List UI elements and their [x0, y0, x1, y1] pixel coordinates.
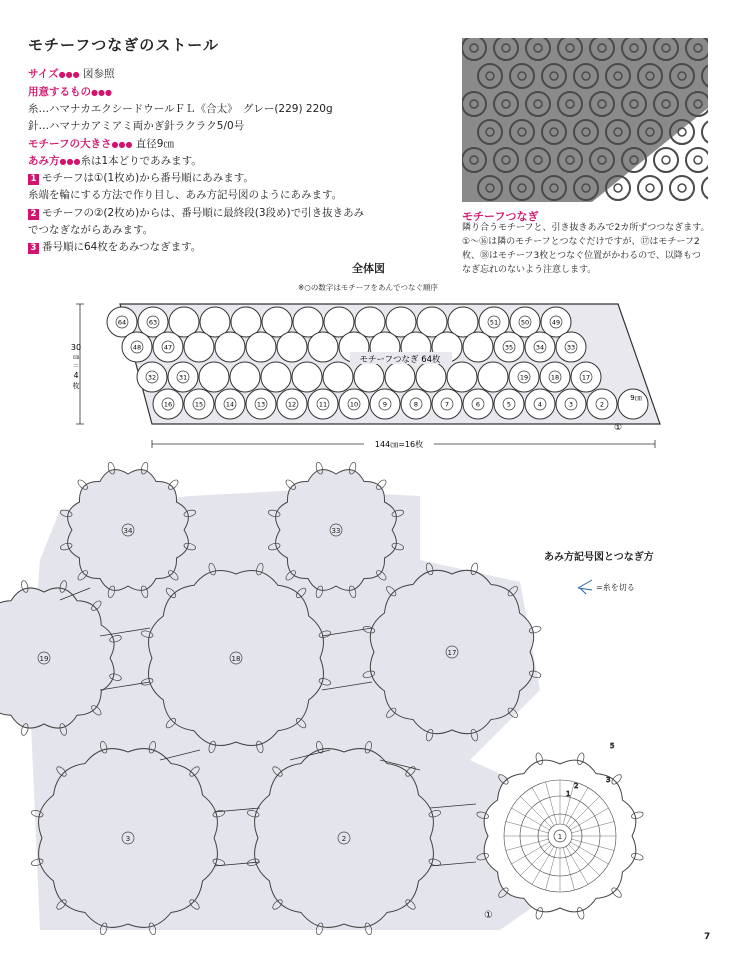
- motif-number: 16: [163, 400, 173, 409]
- motif-number: 6: [475, 400, 481, 409]
- motif-cell: [246, 332, 276, 362]
- motif-number: 14: [225, 400, 235, 409]
- height-count: 4: [73, 371, 79, 380]
- motif-size-label: モチーフの大きさ: [28, 138, 112, 150]
- dots-icon: ●●●: [91, 88, 112, 97]
- chart-section-title: あみ方記号図とつなぎ方: [544, 552, 654, 563]
- legend-text: =糸を切る: [596, 583, 635, 592]
- hook-spec: 針…ハマナカアミアミ両かぎ針ラクラク5/0号: [28, 120, 245, 132]
- motif-number: 51: [489, 318, 499, 327]
- motif-cell: [215, 332, 245, 362]
- motif-number: 48: [132, 343, 142, 352]
- page-title: モチーフつなぎのストール: [28, 36, 219, 54]
- motif-number: 31: [178, 373, 188, 382]
- motif-cell: [416, 362, 446, 392]
- motif-cell: [463, 332, 493, 362]
- motif-number: 2: [599, 400, 605, 409]
- motif-number: 10: [349, 400, 359, 409]
- yarn-spec: 糸…ハマナカエクシードウールＦＬ《合太》 グレー(229) 220g: [28, 103, 333, 115]
- motif-number: 4: [537, 400, 543, 409]
- page-number: 7: [704, 932, 711, 942]
- motif-cell: [308, 332, 338, 362]
- motif-number: 3: [568, 400, 574, 409]
- step-number-badge: 3: [28, 243, 39, 254]
- photo-caption-line: 枚、⑱はモチーフ3枚とつなぐ位置がかわるので、以降もつ: [462, 251, 701, 261]
- motif-cell: [184, 332, 214, 362]
- overall-diagram-title: 全体図: [352, 262, 385, 275]
- motif-cell: [199, 362, 229, 392]
- overall-diagram-note: ※○の数字はモチーフをあんでつなぐ順序: [298, 283, 438, 292]
- motif-size-value: 直径9㎝: [135, 138, 174, 150]
- round-label: 2: [574, 782, 579, 790]
- step-text: 番号順に64枚をあみつなぎます。: [42, 241, 202, 253]
- width-label: 144㎝=16枚: [374, 440, 424, 449]
- cut-yarn-icon: [578, 580, 592, 594]
- center-label: モチーフつなぎ 64枚: [359, 355, 441, 365]
- motif-cell: [292, 362, 322, 392]
- photo-caption-line: 隣り合うモチーフと、引き抜きあみで2カ所ずつつなぎます。: [462, 223, 710, 233]
- motif-number: 11: [318, 400, 328, 409]
- motif-cell: [261, 362, 291, 392]
- chart-start-marker: ①: [484, 910, 493, 921]
- motif-cell: [385, 362, 415, 392]
- motif-number: 33: [566, 343, 576, 352]
- motif-number: 50: [520, 318, 530, 327]
- motif-number: 2: [341, 835, 347, 843]
- materials-label: 用意するもの: [28, 86, 91, 98]
- height-value: 30: [70, 343, 82, 352]
- motif-number: 18: [550, 373, 560, 382]
- motif-number: 12: [287, 400, 297, 409]
- photo-caption-title: モチーフつなぎ: [462, 210, 539, 223]
- motif-number: 9: [382, 400, 388, 409]
- height-unit: ㎝: [72, 354, 80, 361]
- motif-cell: [323, 362, 353, 392]
- step-text: モチーフは①(1枚め)から番号順にあみます。: [42, 172, 254, 184]
- motif-number: 18: [231, 655, 241, 663]
- motif-number: 13: [256, 400, 266, 409]
- motif-number: 34: [535, 343, 545, 352]
- round-label: 3: [606, 776, 611, 784]
- round-label: 5: [610, 742, 615, 750]
- method-label: あみ方: [28, 155, 60, 167]
- motif-number: 63: [148, 318, 158, 327]
- motif-number: 32: [147, 373, 157, 382]
- motif-cell: [277, 332, 307, 362]
- motif-number: 17: [447, 649, 457, 657]
- round-label: 1: [566, 790, 571, 798]
- motif-cell: [230, 362, 260, 392]
- motif-number: 7: [444, 400, 450, 409]
- motif-number: 19: [519, 373, 529, 382]
- step-number-badge: 2: [28, 209, 39, 220]
- motif-number: 8: [413, 400, 419, 409]
- step-number-badge: 1: [28, 174, 39, 185]
- motif-cell: [478, 362, 508, 392]
- motif-cell: [354, 362, 384, 392]
- dots-icon: ●●●: [111, 140, 133, 149]
- crochet-chart: [0, 462, 644, 936]
- motif-number: 47: [163, 343, 173, 352]
- size-value: 図参照: [82, 68, 115, 80]
- height-count-unit: 枚: [72, 382, 80, 390]
- motif-number: 64: [117, 318, 127, 327]
- motif-number: 35: [504, 343, 514, 352]
- photo-caption-line: ①〜⑯は隣のモチーフとつなぐだけですが、⑰はモチーフ2: [462, 237, 700, 247]
- overall-diagram: [71, 304, 660, 449]
- motif-number: 17: [581, 373, 591, 382]
- motif-number: 33: [331, 527, 341, 535]
- step-text: モチーフの②(2枚め)からは、番号順に最終段(3段め)で引き抜きあみ: [42, 207, 365, 219]
- height-eq: ＝: [72, 362, 80, 370]
- step-text: でつなぎながらあみます。: [28, 224, 154, 236]
- motif-number: 3: [125, 835, 131, 843]
- photo-caption-line: なぎ忘れのないよう注意します。: [462, 265, 597, 275]
- start-marker: ①: [613, 423, 623, 433]
- size-label: サイズ: [28, 68, 59, 80]
- motif-number: 34: [123, 527, 133, 535]
- step-text: 糸端を輪にする方法で作り目し、あみ方記号図のようにあみます。: [28, 189, 343, 201]
- motif-cell: [447, 362, 477, 392]
- cell-size-label: 9㎝: [630, 394, 642, 402]
- dots-icon: ●●●: [58, 70, 80, 79]
- motif-number: 15: [194, 400, 204, 409]
- motif-number: 1: [557, 833, 563, 841]
- method-value: 糸は1本どりであみます。: [80, 155, 202, 167]
- motif-number: 5: [506, 400, 512, 409]
- dots-icon: ●●●: [59, 157, 81, 166]
- motif-number: 49: [551, 318, 561, 327]
- motif-number: 19: [39, 655, 49, 663]
